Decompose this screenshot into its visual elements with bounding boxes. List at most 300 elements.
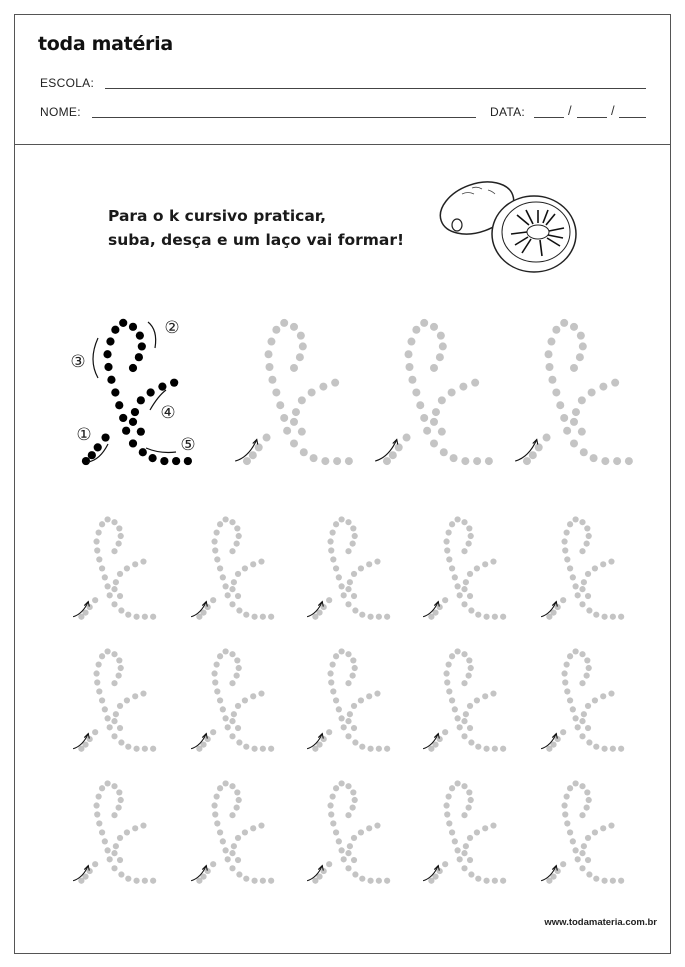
trace-dot — [500, 746, 506, 752]
brand-logo: toda matéria — [38, 33, 173, 55]
trace-dot — [330, 793, 336, 799]
trace-dot — [578, 428, 586, 436]
trace-dot — [231, 843, 237, 849]
trace-dot — [359, 612, 365, 618]
trace-dot — [564, 661, 570, 667]
trace-dot — [452, 706, 458, 712]
trace-dot — [129, 323, 137, 331]
trace-dot — [205, 868, 211, 874]
trace-dot — [564, 556, 570, 562]
trace-dot — [196, 746, 202, 752]
trace-dot — [116, 805, 122, 811]
trace-dot — [449, 785, 455, 791]
trace-dot — [150, 614, 156, 620]
trace-dot — [581, 711, 587, 717]
trace-dot — [457, 856, 463, 862]
trace-dot — [312, 878, 318, 884]
trace-dot — [107, 856, 113, 862]
trace-dot — [111, 733, 117, 739]
trace-dot — [117, 835, 123, 841]
trace-dot — [408, 376, 416, 384]
trace-dot — [142, 746, 148, 752]
trace-dot — [93, 802, 99, 808]
trace-dot — [535, 443, 543, 451]
trace-dot — [618, 878, 624, 884]
trace-dot — [250, 561, 256, 567]
trace-dot — [326, 597, 332, 603]
trace-dot — [455, 583, 461, 589]
trace-dot — [196, 614, 202, 620]
trace-dot — [131, 408, 139, 416]
trace-dot — [485, 457, 493, 465]
trace-dot — [345, 850, 351, 856]
trace-dot — [608, 558, 614, 564]
trace-dot — [234, 673, 240, 679]
step-number-3: ③ — [70, 352, 86, 372]
trace-dot — [321, 604, 327, 610]
trace-dot — [570, 364, 578, 372]
practice-letter-k — [73, 516, 156, 619]
trace-dot — [575, 724, 581, 730]
trace-dot — [455, 516, 461, 522]
trace-dot — [351, 857, 357, 863]
trace-dot — [575, 856, 581, 862]
trace-dot — [258, 690, 264, 696]
trace-dot — [570, 574, 576, 580]
trace-dot — [560, 319, 568, 327]
trace-dot — [376, 746, 382, 752]
trace-dot — [290, 439, 298, 447]
trace-dot — [461, 457, 469, 465]
trace-dot — [467, 703, 473, 709]
trace-dot — [321, 736, 327, 742]
trace-dot — [298, 396, 306, 404]
trace-dot — [99, 565, 105, 571]
trace-dot — [125, 876, 131, 882]
trace-dot — [461, 783, 467, 789]
trace-dot — [280, 319, 288, 327]
practice-letter-k — [307, 648, 390, 751]
step-number-1: ① — [76, 425, 92, 445]
trace-dot — [94, 547, 100, 553]
trace-dot — [350, 789, 356, 795]
trace-dot — [243, 876, 249, 882]
trace-dot — [395, 443, 403, 451]
trace-dot — [217, 785, 223, 791]
trace-dot — [231, 579, 237, 585]
trace-dot — [457, 724, 463, 730]
trace-dot — [339, 715, 345, 721]
trace-dot — [96, 661, 102, 667]
trace-dot — [214, 793, 220, 799]
trace-dot — [125, 744, 131, 750]
trace-dot — [268, 878, 274, 884]
trace-dot — [205, 736, 211, 742]
trace-dot — [581, 843, 587, 849]
trace-dot — [345, 601, 351, 607]
trace-dot — [610, 614, 616, 620]
trace-dot — [272, 388, 280, 396]
trace-dot — [463, 711, 469, 717]
trace-dot — [102, 574, 108, 580]
trace-dot — [350, 805, 356, 811]
practice-letter-k — [235, 319, 353, 465]
trace-dot — [345, 457, 353, 465]
trace-dot — [99, 829, 105, 835]
trace-dot — [96, 820, 102, 826]
trace-dot — [579, 812, 585, 818]
trace-dot — [474, 829, 480, 835]
trace-dot — [229, 651, 235, 657]
trace-dot — [352, 739, 358, 745]
trace-dot — [345, 783, 351, 789]
trace-dot — [579, 680, 585, 686]
practice-letter-k — [307, 780, 390, 883]
trace-dot — [113, 843, 119, 849]
trace-dot — [102, 838, 108, 844]
trace-dot — [585, 703, 591, 709]
trace-dot — [543, 434, 551, 442]
trace-dot — [436, 353, 444, 361]
trace-dot — [122, 427, 130, 435]
trace-dot — [444, 679, 450, 685]
trace-dot — [608, 690, 614, 696]
trace-dot — [374, 690, 380, 696]
trace-dot — [345, 651, 351, 657]
trace-dot — [586, 665, 592, 671]
trace-dot — [500, 614, 506, 620]
trace-dot — [242, 829, 248, 835]
trace-dot — [138, 342, 146, 350]
trace-dot — [220, 838, 226, 844]
trace-dot — [367, 614, 373, 620]
trace-dot — [561, 802, 567, 808]
trace-dot — [437, 868, 443, 874]
practice-letter-k — [515, 319, 633, 465]
trace-dot — [406, 363, 414, 371]
trace-dot — [351, 593, 357, 599]
trace-dot — [442, 861, 448, 867]
trace-dot — [223, 847, 229, 853]
trace-dot — [333, 653, 339, 659]
trace-dot — [586, 607, 592, 613]
trace-dot — [552, 326, 560, 334]
trace-dot — [579, 718, 585, 724]
trace-dot — [584, 525, 590, 531]
trace-dot — [214, 556, 220, 562]
practice-letter-k — [191, 516, 274, 619]
trace-dot — [111, 388, 119, 396]
trace-dot — [461, 733, 467, 739]
footer-website: www.todamateria.com.br — [544, 917, 657, 928]
trace-dot — [592, 565, 598, 571]
trace-dot — [579, 733, 585, 739]
trace-dot — [92, 861, 98, 867]
trace-dot — [461, 519, 467, 525]
trace-dot — [366, 693, 372, 699]
trace-dot — [119, 319, 127, 327]
trace-dot — [446, 820, 452, 826]
trace-dot — [483, 878, 489, 884]
trace-dot — [461, 586, 467, 592]
trace-dot — [443, 670, 449, 676]
trace-dot — [310, 454, 318, 462]
trace-dot — [546, 363, 554, 371]
trace-dot — [440, 448, 448, 456]
trace-dot — [461, 850, 467, 856]
trace-dot — [99, 653, 105, 659]
trace-dot — [383, 457, 391, 465]
trace-dot — [560, 597, 566, 603]
trace-dot — [573, 847, 579, 853]
trace-dot — [117, 725, 123, 731]
trace-dot — [351, 571, 357, 577]
trace-dot — [601, 878, 607, 884]
trace-dot — [452, 838, 458, 844]
trace-dot — [235, 571, 241, 577]
trace-dot — [352, 871, 358, 877]
trace-dot — [300, 448, 308, 456]
trace-dot — [330, 529, 336, 535]
trace-dot — [234, 541, 240, 547]
trace-dot — [586, 533, 592, 539]
trace-dot — [448, 388, 456, 396]
trace-dot — [461, 718, 467, 724]
trace-dot — [266, 363, 274, 371]
trace-dot — [214, 688, 220, 694]
trace-dot — [608, 822, 614, 828]
trace-dot — [140, 822, 146, 828]
trace-dot — [132, 693, 138, 699]
trace-dot — [243, 457, 251, 465]
trace-dot — [328, 547, 334, 553]
trace-dot — [250, 825, 256, 831]
trace-dot — [556, 401, 564, 409]
trace-dot — [124, 565, 130, 571]
trace-dot — [430, 364, 438, 372]
trace-dot — [225, 724, 231, 730]
trace-dot — [467, 593, 473, 599]
trace-dot — [223, 780, 229, 786]
trace-dot — [599, 383, 607, 391]
date-separator: / — [568, 103, 572, 118]
trace-dot — [212, 547, 218, 553]
trace-dot — [115, 401, 123, 409]
trace-dot — [482, 693, 488, 699]
trace-dot — [308, 388, 316, 396]
trace-dot — [358, 565, 364, 571]
trace-dot — [468, 797, 474, 803]
trace-dot — [359, 744, 365, 750]
trace-dot — [214, 820, 220, 826]
trace-dot — [236, 797, 242, 803]
trace-dot — [468, 739, 474, 745]
trace-dot — [584, 657, 590, 663]
trace-dot — [118, 739, 124, 745]
trace-dot — [87, 868, 93, 874]
trace-dot — [260, 746, 266, 752]
trace-dot — [561, 538, 567, 544]
trace-dot — [407, 338, 415, 346]
trace-dot — [345, 548, 351, 554]
trace-dot — [416, 401, 424, 409]
trace-dot — [625, 457, 633, 465]
trace-dot — [236, 871, 242, 877]
trace-dot — [482, 561, 488, 567]
trace-dot — [567, 653, 573, 659]
trace-dot — [229, 586, 235, 592]
trace-dot — [101, 433, 109, 441]
trace-dot — [229, 783, 235, 789]
trace-dot — [236, 665, 242, 671]
trace-dot — [87, 736, 93, 742]
trace-dot — [290, 323, 298, 331]
trace-dot — [580, 448, 588, 456]
date-label: DATA: — [490, 105, 526, 119]
trace-dot — [374, 558, 380, 564]
trace-dot — [561, 670, 567, 676]
trace-dot — [578, 396, 586, 404]
trace-dot — [258, 822, 264, 828]
trace-dot — [428, 614, 434, 620]
trace-dot — [389, 451, 397, 459]
trace-dot — [223, 715, 229, 721]
trace-dot — [276, 401, 284, 409]
trace-dot — [446, 661, 452, 667]
trace-dot — [113, 711, 119, 717]
trace-dot — [263, 434, 271, 442]
trace-dot — [461, 651, 467, 657]
trace-dot — [231, 711, 237, 717]
trace-dot — [223, 648, 229, 654]
trace-dot — [586, 739, 592, 745]
trace-dot — [446, 556, 452, 562]
trace-dot — [475, 876, 481, 882]
trace-dot — [466, 657, 472, 663]
trace-dot — [330, 556, 336, 562]
trace-dot — [111, 586, 117, 592]
trace-dot — [116, 541, 122, 547]
trace-dot — [610, 878, 616, 884]
trace-dot — [467, 571, 473, 577]
trace-dot — [570, 439, 578, 447]
trace-dot — [330, 820, 336, 826]
trace-dot — [352, 797, 358, 803]
trace-dot — [135, 353, 143, 361]
trace-dot — [124, 697, 130, 703]
trace-dot — [358, 829, 364, 835]
trace-dot — [235, 857, 241, 863]
trace-dot — [461, 548, 467, 554]
practice-letter-k — [541, 516, 624, 619]
trace-dot — [564, 793, 570, 799]
trace-dot — [439, 342, 447, 350]
trace-dot — [564, 688, 570, 694]
trace-dot — [336, 574, 342, 580]
trace-dot — [229, 733, 235, 739]
trace-dot — [94, 443, 102, 451]
trace-dot — [345, 733, 351, 739]
trace-dot — [196, 878, 202, 884]
trace-dot — [584, 789, 590, 795]
trace-dot — [124, 829, 130, 835]
trace-dot — [347, 843, 353, 849]
trace-dot — [600, 693, 606, 699]
trace-dot — [117, 703, 123, 709]
trace-dot — [437, 332, 445, 340]
trace-dot — [455, 847, 461, 853]
trace-dot — [412, 388, 420, 396]
trace-dot — [111, 850, 117, 856]
trace-dot — [92, 597, 98, 603]
trace-dot — [229, 865, 235, 871]
trace-dot — [229, 718, 235, 724]
trace-dot — [111, 783, 117, 789]
trace-dot — [449, 653, 455, 659]
trace-dot — [234, 525, 240, 531]
trace-dot — [576, 353, 584, 361]
trace-dot — [125, 612, 131, 618]
trace-dot — [118, 797, 124, 803]
trace-dot — [328, 679, 334, 685]
trace-dot — [492, 746, 498, 752]
trace-dot — [251, 614, 257, 620]
trace-dot — [132, 561, 138, 567]
trace-dot — [449, 829, 455, 835]
trace-dot — [150, 878, 156, 884]
trace-dot — [579, 865, 585, 871]
trace-dot — [474, 697, 480, 703]
trace-dot — [350, 657, 356, 663]
trace-dot — [547, 338, 555, 346]
trace-dot — [529, 451, 537, 459]
trace-dot — [136, 332, 144, 340]
trace-dot — [546, 614, 552, 620]
trace-dot — [255, 443, 263, 451]
step-number-2: ② — [164, 318, 180, 338]
trace-dot — [567, 829, 573, 835]
trace-dot — [593, 876, 599, 882]
trace-dot — [345, 865, 351, 871]
trace-dot — [452, 574, 458, 580]
trace-dot — [78, 614, 84, 620]
trace-dot — [140, 558, 146, 564]
trace-dot — [430, 323, 438, 331]
trace-dot — [158, 383, 166, 391]
trace-dot — [352, 665, 358, 671]
trace-dot — [420, 319, 428, 327]
trace-dot — [104, 363, 112, 371]
trace-dot — [133, 878, 139, 884]
trace-dot — [223, 516, 229, 522]
trace-dot — [111, 519, 117, 525]
trace-dot — [229, 850, 235, 856]
trace-dot — [235, 835, 241, 841]
trace-dot — [119, 414, 127, 422]
practice-letter-k — [191, 780, 274, 883]
trace-dot — [443, 538, 449, 544]
trace-dot — [475, 612, 481, 618]
trace-dot — [243, 744, 249, 750]
step-number-4: ④ — [160, 403, 176, 423]
trace-dot — [298, 428, 306, 436]
trace-dot — [467, 857, 473, 863]
trace-dot — [96, 688, 102, 694]
trace-dot — [339, 583, 345, 589]
trace-dot — [352, 607, 358, 613]
practice-letter-k — [423, 648, 506, 751]
trace-dot — [564, 529, 570, 535]
